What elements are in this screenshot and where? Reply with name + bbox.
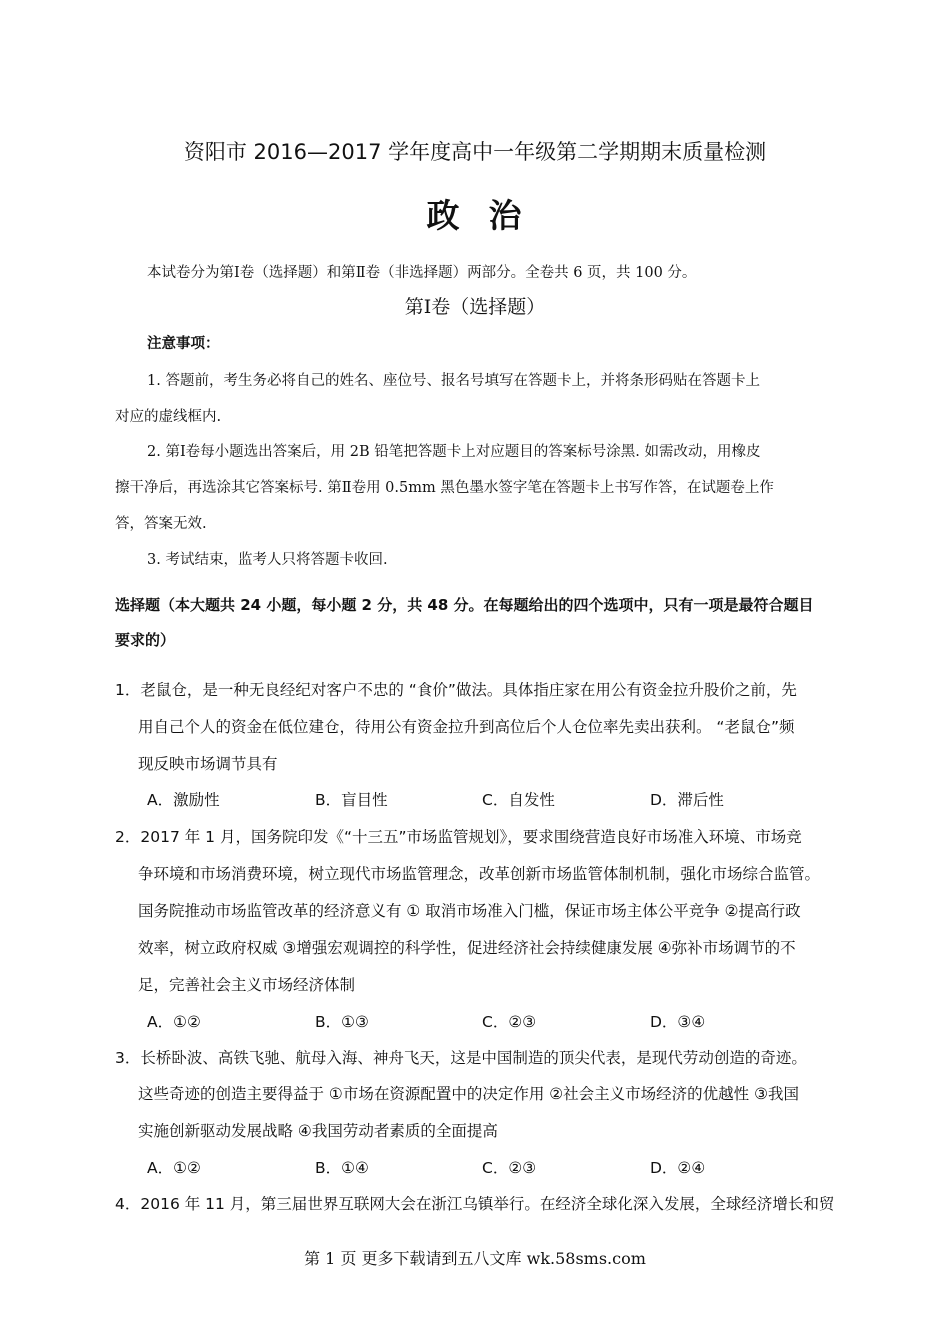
mc-header-line: 要求的） [115,631,176,649]
question-3-option-c: C．②③ [482,1159,537,1177]
page-footer: 第 1 页 更多下载请到五八文库 wk.58sms.com [304,1249,646,1268]
section-title: 第Ⅰ卷（选择题） [404,296,546,318]
question-3-line: 3．长桥卧波、高铁飞驰、航母入海、神舟飞天，这是中国制造的顶尖代表，是现代劳动创造的奇迹。 [115,1049,807,1067]
question-4-line: 4．2016 年 11 月，第三届世界互联网大会在浙江乌镇举行。在经济全球化深入发展，全球经济增长和贸 [115,1195,835,1213]
note-line: 3. 考试结束，监考人只将答题卡收回. [147,552,388,568]
question-1-option-c: C．自发性 [482,791,555,809]
question-2-line: 2．2017 年 1 月，国务院印发《“十三五”市场监管规划》，要求围绕营造良好市场准入环境、市场竞 [115,828,802,846]
question-2-option-d: D．③④ [650,1013,706,1031]
question-1-line: 现反映市场调节具有 [138,755,278,773]
question-1-option-d: D．滞后性 [650,791,724,809]
note-line: 1. 答题前，考生务必将自己的姓名、座位号、报名号填写在答题卡上，并将条形码贴在答题卡上 [147,373,760,389]
question-3-option-d: D．②④ [650,1159,706,1177]
question-1-option-a: A．激励性 [147,791,220,809]
note-line: 2. 第Ⅰ卷每小题选出答案后，用 2B 铅笔把答题卡上对应题目的答案标号涂黑. 如需改动，用橡皮 [147,444,761,460]
question-2-line: 国务院推动市场监管改革的经济意义有 ① 取消市场准入门槛，保证市场主体公平竞争 ②提高行政 [138,902,801,920]
question-3-line: 实施创新驱动发展战略 ④我国劳动者素质的全面提高 [138,1122,498,1140]
question-2-option-c: C．②③ [482,1013,537,1031]
question-3-option-a: A．①② [147,1159,201,1177]
question-3-option-b: B．①④ [315,1159,369,1177]
note-line: 对应的虚线框内. [115,409,222,425]
question-3-line: 这些奇迹的创造主要得益于 ①市场在资源配置中的决定作用 ②社会主义市场经济的优越性 ③我国 [138,1085,799,1103]
question-2-option-a: A．①② [147,1013,201,1031]
question-2-line: 争环境和市场消费环境，树立现代市场监管理念，改革创新市场监管体制机制，强化市场综合监管。 [138,865,821,883]
question-2-line: 足，完善社会主义市场经济体制 [138,976,356,994]
note-line: 答，答案无效. [115,516,207,532]
mc-header-line: 选择题（本大题共 24 小题，每小题 2 分，共 48 分。在每题给出的四个选项中，只有一项是最符合题目 [115,596,814,614]
question-2-line: 效率，树立政府权威 ③增强宏观调控的科学性，促进经济社会持续健康发展 ④弥补市场调节的不 [138,939,796,957]
exam-title: 资阳市 2016—2017 学年度高中一年级第二学期期末质量检测 [183,140,767,164]
notes-title: 注意事项： [147,336,220,352]
subject-title: 政 治 [426,196,524,235]
question-1-option-b: B．盲目性 [315,791,388,809]
note-line: 擦干净后，再选涂其它答案标号. 第Ⅱ卷用 0.5mm 黑色墨水签字笔在答题卡上书写作答，在试题卷上作 [115,480,774,496]
question-2-option-b: B．①③ [315,1013,369,1031]
exam-intro: 本试卷分为第Ⅰ卷（选择题）和第Ⅱ卷（非选择题）两部分。全卷共 6 页，共 100 分。 [147,265,697,281]
question-1-line: 1．老鼠仓，是一种无良经纪对客户不忠的 “食价”做法。具体指庄家在用公有资金拉升股价之前，先 [115,681,797,699]
question-1-line: 用自己个人的资金在低位建仓，待用公有资金拉升到高位后个人仓位率先卖出获利。 “老鼠仓”频 [138,718,795,736]
